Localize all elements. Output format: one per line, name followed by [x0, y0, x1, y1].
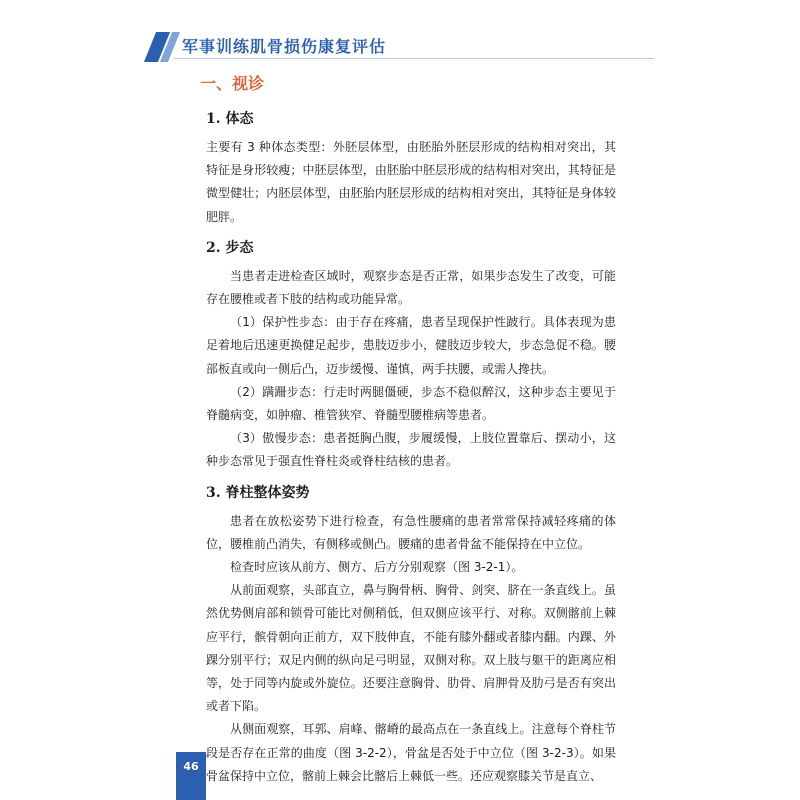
- subheading-posture: 1. 体态: [206, 111, 254, 127]
- page-number: 46: [183, 760, 199, 773]
- paragraph: 检查时应该从前方、侧方、后方分别观察（图 3-2-1）。: [230, 560, 524, 575]
- running-header: [0, 28, 800, 68]
- header-rule: [174, 58, 654, 59]
- section-title: 一、视诊: [200, 74, 265, 93]
- subheading-gait: 2. 步态: [206, 239, 254, 256]
- paragraph: 从侧面观察，耳郭、肩峰、髂嵴的最高点在一条直线上。注意每个脊柱节段是否存在正常的曲度（图 3-2-2），骨盆是否处于中立位（图 3-2-3）。如果骨盆保持中立位，髂前上棘会比髂后上棘低一些。还应观察膝关节是直立、: [206, 722, 616, 783]
- paragraph: 当患者走进检查区域时，观察步态是否正常，如果步态发生了改变，可能存在腰椎或者下肢的结构或功能异常。: [206, 268, 616, 307]
- paragraph: 患者在放松姿势下进行检查，有急性腰痛的患者常常保持减轻疼痛的体位，腰椎前凸消失，有侧移或侧凸。腰痛的患者骨盆不能保持在中立位。: [206, 513, 616, 551]
- paragraph: （1）保护性步态：由于存在疼痛，患者呈现保护性跛行。具体表现为患足着地后迅速更换健足起步，患肢迈步小，健肢迈步较大，步态急促不稳。腰部板直或向一侧后凸，迈步缓慢、谨慎，两手扶腰，或需人搀扶。: [206, 315, 616, 376]
- book-title: 军事训练肌骨损伤康复评估: [182, 37, 387, 56]
- paragraph: （2）蹒跚步态：行走时两腿僵硬，步态不稳似醉汉，这种步态主要见于脊髓病变，如肿瘤、椎管狭窄、脊髓型腰椎病等患者。: [206, 384, 616, 423]
- paragraph: 从前面观察，头部直立，鼻与胸骨柄、胸骨、剑突、脐在一条直线上。虽然优势侧肩部和锁骨可能比对侧稍低，但双侧应该平行、对称。双侧髂前上棘应平行，髌骨朝向正前方，双下肢伸直，不能有膝外翻或者膝内翻。内踝、外踝分别平行；双足内侧的纵向足弓明显，双侧对称。双上肢与躯干的距离应相等，处于同等内旋或外旋位。还要注意胸骨、肋骨、肩胛骨及肋弓是否有突出或者下陷。: [206, 583, 616, 714]
- paragraph: 主要有 3 种体态类型：外胚层体型，由胚胎外胚层形成的结构相对突出，其特征是身形较瘦；中胚层体型，由胚胎中胚层形成的结构相对突出，其特征是微型健壮；内胚层体型，由胚胎内胚层形成的结构相对突出，其特征是身体较肥胖。: [206, 140, 616, 224]
- page-content: [200, 72, 616, 788]
- subheading-spine-posture: 3. 脊柱整体姿势: [206, 484, 310, 501]
- paragraph: （3）傲慢步态：患者挺胸凸腹，步履缓慢，上肢位置靠后、摆动小，这种步态常见于强直性脊柱炎或脊柱结核的患者。: [206, 431, 616, 469]
